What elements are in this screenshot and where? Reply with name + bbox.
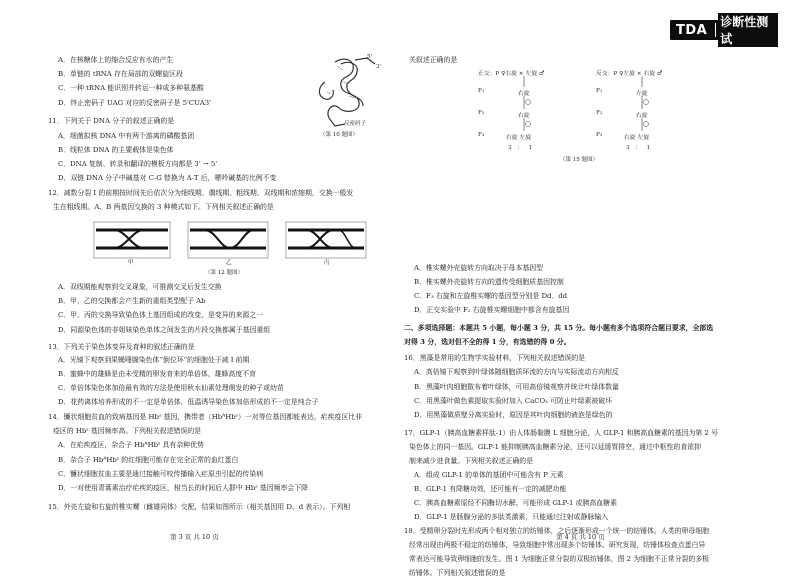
fig12-label-yi: 乙 <box>226 260 232 266</box>
fig12-label-bing: 丙 <box>324 260 330 266</box>
left-text-line: C．一种 tRNA 能识别并转运一种或多种氨基酸 <box>58 84 204 92</box>
forward-cross-title: 正交：P ♀右旋 × 左旋 ♂ <box>478 71 545 77</box>
gen-label-f1-fwd: F₁ <box>478 88 485 94</box>
left-text-line: B．杂合子 HbᴬHbˢ 的红细胞可能存在完全正常的血红蛋白 <box>58 456 239 464</box>
left-text-line: D．花药离体培养形成的不一定是单倍体，低温诱导染色体加倍形成的不一定是纯合子 <box>58 398 319 406</box>
forward-f3: 右旋 左旋 <box>506 135 532 141</box>
left-text-line: 14．镰状细胞贫血的致病基因是 Hbˢ 基因，携带者（HbᴬHbˢ）一对等位基因都能表达，疟疾疫区比非 <box>48 413 363 421</box>
right-text-line: 17．GLP-1（胰高血糖素样肽-1）由人体肠黏膜 L 细胞分泌，人 GLP-1 和胰高血糖素的基因为第 2 号 <box>404 429 718 437</box>
left-text-line: 12．减数分裂 I 的前期按时间先后依次分为细线期、偶线期、粗线期、双线期和浓缩期，交换一般发 <box>48 189 354 197</box>
fig10-caption: （第 10 题图） <box>320 132 358 138</box>
fig12-caption: （第 12 题图） <box>205 270 243 276</box>
right-text-line: C．F₃ 右旋和左旋椎实螺的基因型分别是 Dd、dd <box>414 292 568 300</box>
reverse-f2: 右旋 <box>636 113 648 119</box>
left-text-line: B．单链的 tRNA 存在局部的双螺旋区段 <box>58 70 183 78</box>
right-text-line: D．正交实验中 F₂ 右旋椎实螺细胞中都含有旋基因 <box>414 306 570 314</box>
fig12-label-jia: 甲 <box>128 260 134 266</box>
left-text-line: 疫区的 Hbˢ 基因频率高。下列相关叙述错误的是 <box>53 427 202 435</box>
left-text-line: A．双线期能观察到交叉现象，可推测交叉后发生交换 <box>58 283 222 291</box>
q18-text-line: 纺锤体。下列相关叙述错误的是 <box>409 569 506 577</box>
panel-jia <box>94 222 170 258</box>
right-text-line: B．椎实螺外壳旋转方向的遗传受细胞质基因控制 <box>414 278 564 286</box>
right-text-line: 对得 3 分，选对但不全的得 1 分，有选错的得 0 分。 <box>404 338 571 346</box>
right-text-line: 染色体上的同一基因。GLP-1 能抑制胰高血糖素分泌，还可以延缓胃排空，通过中枢性的食欲抑 <box>409 443 701 451</box>
q18-text-line: 常表达可能导致卵细胞的发生。图 1 为细胞正常分裂的双极纺锤体，图 2 为细胞不正常分裂的多极 <box>409 555 710 563</box>
gen-label-f2-rev: F₂ <box>596 110 603 116</box>
page-header-title: 诊断性测试 <box>718 13 778 47</box>
right-text-line: C．胰高血糖素原经不同酶切水解，可能形成 GLP-1 或胰高血糖素 <box>414 499 617 507</box>
right-text-line: 制来减少进食量。下列相关叙述正确的是 <box>409 457 534 465</box>
left-text-line: B．甲、乙的交换都会产生新的重组类型配子 Ab <box>58 297 206 305</box>
left-page-footer: 第 3 页 共 10 页 <box>170 533 219 541</box>
left-text-line: D．一对使用青蒿素治疗疟疾的疫区，相当长的时间后人群中 Hbˢ 基因频率会下降 <box>58 484 309 492</box>
left-text-line: B．蜜蜂中的雄蜂是由未受精的卵发育来的单倍体，雄蜂高度不育 <box>58 370 256 378</box>
left-text-line: 15．外壳左旋和右旋的椎实螺（雌雄同体）交配，结果如图所示（相关基因用 D、d 表示）。下列相 <box>48 503 351 511</box>
reverse-cross-title: 反交：P ♀左旋 × 右旋 ♂ <box>596 71 663 77</box>
left-text-line: C．DNA 复制、转录和翻译的模板方向都是 3' → 5' <box>58 160 218 168</box>
right-text-line: B．黑藻叶肉细胞散布着叶绿体，可用高倍镜观察并统计叶绿体数量 <box>414 383 619 391</box>
left-text-line: A．在疟疾疫区，杂合子 HbᴬHbˢ 具有杂种优势 <box>58 441 204 449</box>
right-text-line: 关叙述正确的是 <box>409 56 458 64</box>
gen-label-f1-rev: F₁ <box>596 88 603 94</box>
right-page-footer: 第 4 页 共 10 页 <box>556 533 605 541</box>
left-text-line: C．镰状细胞贫血主要是通过接触可咬传播输入疟原虫引起的传染病 <box>58 470 264 478</box>
fig10-label-5prime: 5' <box>367 54 373 60</box>
reverse-f3: 右旋 左旋 <box>624 135 650 141</box>
panel-bing <box>286 222 366 258</box>
forward-f2: 右旋 <box>518 113 530 119</box>
left-text-line: C．甲、丙的交换导致染色体上基因组成的改变，是变异的来源之一 <box>58 311 264 319</box>
forward-arrows <box>478 66 578 136</box>
left-text-line: A．细菌拟核 DNA 中有两个游离的磷酸基团 <box>58 132 195 140</box>
fig10-label-3prime: 3' <box>376 64 382 70</box>
left-text-line: 13．下列关于染色体变异及育种的叙述正确的是 <box>48 343 195 351</box>
q18-text-line: 经常出现由两极不稳定的纺锤体，导致细胞中常出现多个纺锤体。研究发现，纺锤体检查点蛋白异 <box>409 541 706 549</box>
left-text-line: 11．下列关于 DNA 分子的叙述正确的是 <box>48 117 175 125</box>
left-text-line: C．单倍体染色体加倍最有效的方法是使用秋水仙素处理萌发的种子或幼苗 <box>58 384 284 392</box>
right-text-line: B．GLP-1 有降糖功效，还可能有一定的减肥功能 <box>414 485 567 493</box>
right-text-line: A．高倍镜下观察到叶绿体随细胞质环流的方向与实际流动方向相反 <box>414 368 619 376</box>
gen-label-f2-fwd: F₂ <box>478 110 485 116</box>
forward-ratio: 3 ： 1 <box>508 145 533 151</box>
reverse-arrows <box>596 66 696 136</box>
left-text-line: D．终止密码子 UAG 对应的反密码子是 5'CUA3' <box>58 99 212 107</box>
right-text-line: A．组成 GLP-1 的单体的基团中可能含有 P 元素 <box>414 471 564 479</box>
fig15-caption: （第 15 题图） <box>560 157 598 163</box>
left-text-line: D．同源染色体的非姐妹染色单体之间发生的片段交换都属于基因重组 <box>58 326 271 334</box>
left-text-line: D．双链 DNA 分子中碱基对 C-G 替换为 A-T 后，嘌呤碱基的比例不变 <box>58 174 277 182</box>
panel-yi <box>188 222 268 258</box>
right-text-line: 16．黑藻是常用的生物学实验材料，下列相关叙述错误的是 <box>404 354 586 362</box>
right-text-line: A．椎实螺外壳旋转方向取决于母本基因型 <box>414 264 544 272</box>
snail-cross-figure <box>478 66 708 162</box>
left-text-line: B．线粒体 DNA 的主要载体是染色体 <box>58 146 174 154</box>
right-text-line: 二、多项选择题：本题共 5 小题，每小题 3 分，共 15 分。每小题有多个选项符合题目要求，全部选 <box>404 324 714 332</box>
right-text-line: C．用黑藻叶做色素提取实验时加入 CaCO₃ 可防止叶绿素被破坏 <box>414 397 613 405</box>
left-text-line: 生在粗线期。A、B 两基因交换的 3 种模式如下。下列相关叙述正确的是 <box>53 203 274 211</box>
fig10-anticodon-label: 反密码子 <box>344 121 367 127</box>
gen-label-f3-fwd: F₃ <box>478 132 485 138</box>
reverse-f1: 左旋 <box>636 91 648 97</box>
right-text-line: D．用黑藻做质壁分离实验时，原因是其叶肉细胞的液泡是绿色的 <box>414 411 613 419</box>
q18-text-line: 18．受精卵分裂时先形成两个相对独立的纺锤体，之后逐渐形成一个统一的纺锤体。人类的卵母细胞 <box>404 527 710 535</box>
forward-f1: 右旋 <box>518 91 530 97</box>
left-text-line: A．在核糖体上的缩合反应有水的产生 <box>58 56 174 64</box>
reverse-ratio: 3 ： 1 <box>626 145 651 151</box>
right-text-line: D．GLP-1 是肠腺分泌的多肽类激素，只能通过注射或静脉输入 <box>414 513 609 521</box>
gen-label-f3-rev: F₃ <box>596 132 603 138</box>
tda-label: TDA <box>676 22 708 38</box>
left-text-line: A．光镜下观察到果蝇唾腺染色体“倒位环”的细胞处于减 I 前期 <box>58 356 250 364</box>
